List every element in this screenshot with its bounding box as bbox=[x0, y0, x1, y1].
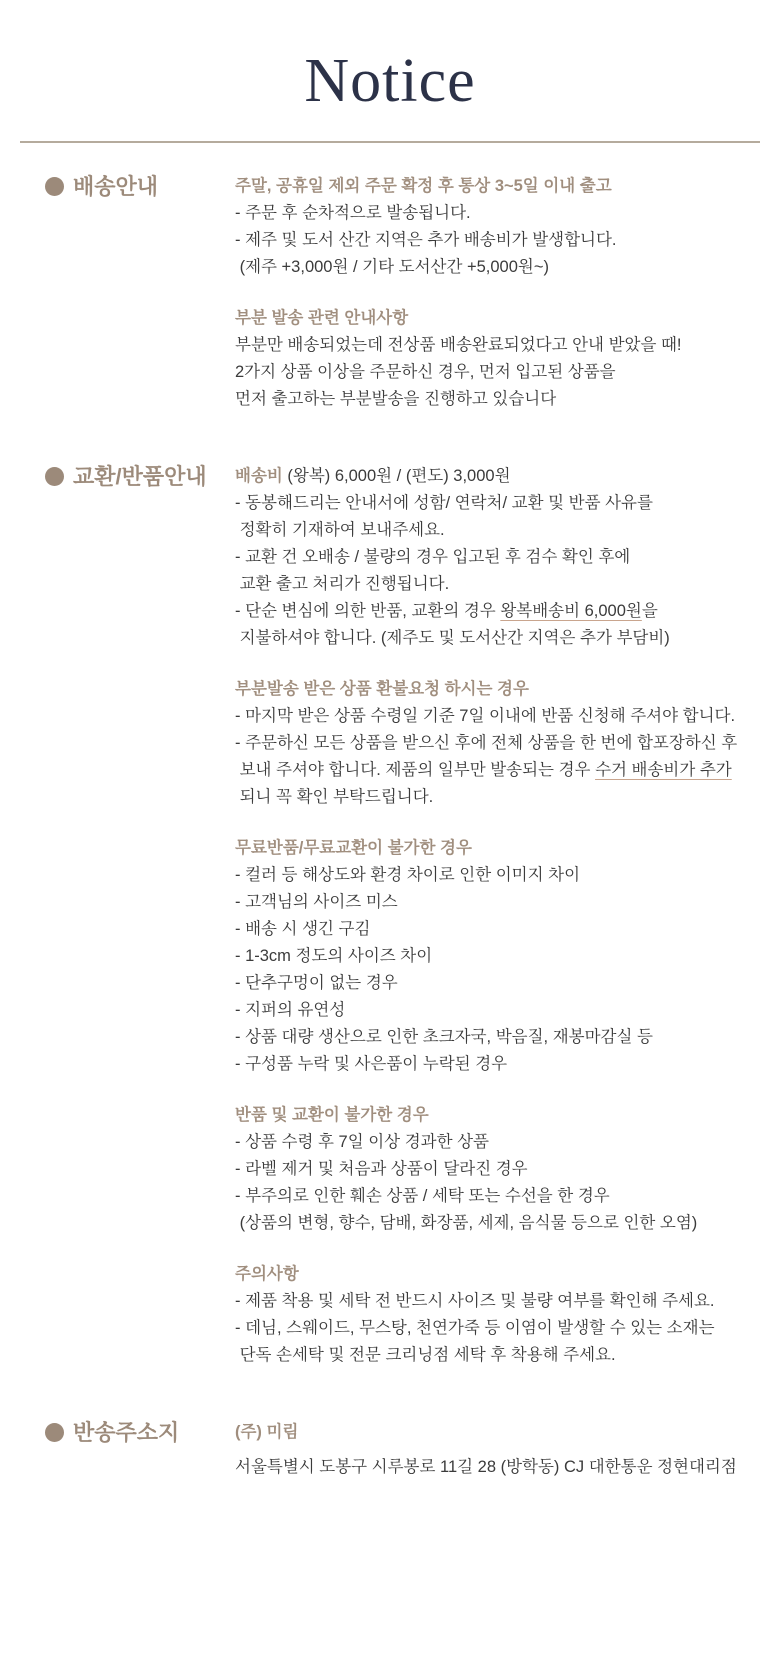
text-line: - 상품 대량 생산으로 인한 초크자국, 박음질, 재봉마감실 등 bbox=[235, 1028, 653, 1047]
free-return-heading: 무료반품/무료교환이 불가한 경우 bbox=[235, 839, 472, 858]
fee-label: 배송비 bbox=[235, 467, 283, 486]
no-return-heading: 반품 및 교환이 불가한 경우 bbox=[235, 1106, 429, 1125]
free-return-block bbox=[235, 835, 760, 1078]
partial-refund-heading: 부분발송 받은 상품 환불요청 하시는 경우 bbox=[235, 680, 529, 699]
text-line: - 동봉해드리는 안내서에 성함/ 연락처/ 교환 및 반품 사유를 bbox=[235, 494, 653, 513]
text-line: - 제주 및 도서 산간 지역은 추가 배송비가 발생합니다. bbox=[235, 231, 617, 250]
text-line: - 단추구멍이 없는 경우 bbox=[235, 974, 398, 993]
text-line: - 부주의로 인한 훼손 상품 / 세탁 또는 수선을 한 경우 bbox=[235, 1187, 610, 1206]
section-return-address-label bbox=[45, 1419, 235, 1446]
bullet-icon bbox=[45, 1423, 64, 1442]
refund-underlined: 왕복배송비 6,000원 bbox=[500, 602, 642, 621]
section-label-text: 배송안내 bbox=[73, 174, 159, 200]
section-return-address bbox=[45, 1419, 760, 1481]
page-title: Notice bbox=[304, 47, 476, 115]
text-line: (제주 +3,000원 / 기타 도서산간 +5,000원~) bbox=[235, 258, 549, 277]
text-line: (상품의 변형, 향수, 담배, 화장품, 세제, 음식물 등으로 인한 오염) bbox=[235, 1214, 698, 1233]
section-return-address-body bbox=[235, 1419, 760, 1481]
pickup-pre: 보내 주셔야 합니다. 제품의 일부만 발송되는 경우 bbox=[235, 761, 596, 780]
text-line: - 고객님의 사이즈 미스 bbox=[235, 893, 398, 912]
partial-refund-block bbox=[235, 676, 760, 811]
text-line: 먼저 출고하는 부분발송을 진행하고 있습니다 bbox=[235, 390, 557, 409]
text-line: - 라벨 제거 및 처음과 상품이 달라진 경우 bbox=[235, 1160, 528, 1179]
shipping-lead: 주말, 공휴일 제외 주문 확정 후 통상 3~5일 이내 출고 bbox=[235, 177, 612, 196]
text-line: - 지퍼의 유연성 bbox=[235, 1001, 346, 1020]
text-line: - 주문 후 순차적으로 발송됩니다. bbox=[235, 204, 471, 223]
text-line: - 주문하신 모든 상품을 받으신 후에 전체 상품을 한 번에 합포장하신 후 bbox=[235, 734, 738, 753]
partial-shipping-heading: 부분 발송 관련 안내사항 bbox=[235, 309, 409, 328]
text-line: - 마지막 받은 상품 수령일 기준 7일 이내에 반품 신청해 주셔야 합니다. bbox=[235, 707, 736, 726]
caution-lines bbox=[235, 1288, 760, 1369]
section-exchange-label bbox=[45, 463, 235, 490]
fee-line bbox=[235, 463, 760, 490]
return-address: 서울특별시 도봉구 시루봉로 11길 28 (방학동) CJ 대한통운 정현대리점 bbox=[235, 1458, 737, 1477]
no-return-lines bbox=[235, 1129, 760, 1237]
shipping-lead-block bbox=[235, 173, 760, 281]
section-shipping bbox=[45, 173, 760, 413]
text-line: - 1-3cm 정도의 사이즈 차이 bbox=[235, 947, 433, 966]
text-line: - 상품 수령 후 7일 이상 경과한 상품 bbox=[235, 1133, 489, 1152]
section-shipping-label bbox=[45, 173, 235, 200]
partial-shipping-lines bbox=[235, 332, 760, 413]
pickup-tail-line: 되니 꼭 확인 부탁드립니다. bbox=[235, 788, 434, 807]
refund-fee-line bbox=[235, 598, 760, 625]
text-line: - 교환 건 오배송 / 불량의 경우 입고된 후 검수 확인 후에 bbox=[235, 548, 631, 567]
bullet-icon bbox=[45, 467, 64, 486]
shipping-partial-block bbox=[235, 305, 760, 413]
caution-block bbox=[235, 1261, 760, 1369]
notice-content bbox=[0, 143, 780, 1481]
text-line: 단독 손세탁 및 전문 크리닝점 세탁 후 착용해 주세요. bbox=[235, 1346, 616, 1365]
no-return-block bbox=[235, 1102, 760, 1237]
refund-post: 을 bbox=[641, 602, 658, 621]
pickup-underlined: 수거 배송비가 추가 bbox=[595, 761, 732, 780]
fee-lines bbox=[235, 490, 760, 598]
refund-pre: - 단순 변심에 의한 반품, 교환의 경우 bbox=[235, 602, 501, 621]
free-return-lines bbox=[235, 862, 760, 1078]
text-line: - 데님, 스웨이드, 무스탕, 천연가죽 등 이염이 발생할 수 있는 소재는 bbox=[235, 1319, 715, 1338]
text-line: 정확히 기재하여 보내주세요. bbox=[235, 521, 445, 540]
section-shipping-body bbox=[235, 173, 760, 413]
return-company: (주) 미림 bbox=[235, 1423, 299, 1442]
section-label-text: 교환/반품안내 bbox=[73, 464, 207, 490]
refund-tail-line: 지불하셔야 합니다. (제주도 및 도서산간 지역은 추가 부담비) bbox=[235, 629, 670, 648]
section-exchange-body bbox=[235, 463, 760, 1369]
text-line: - 제품 착용 및 세탁 전 반드시 사이즈 및 불량 여부를 확인해 주세요. bbox=[235, 1292, 715, 1311]
partial-refund-lines bbox=[235, 703, 760, 757]
fee-value: (왕복) 6,000원 / (편도) 3,000원 bbox=[282, 467, 511, 486]
section-label-text: 반송주소지 bbox=[73, 1420, 180, 1446]
caution-heading: 주의사항 bbox=[235, 1265, 299, 1284]
text-line: - 배송 시 생긴 구김 bbox=[235, 920, 371, 939]
bullet-icon bbox=[45, 177, 64, 196]
text-line: - 구성품 누락 및 사은품이 누락된 경우 bbox=[235, 1055, 508, 1074]
text-line: - 컬러 등 해상도와 환경 차이로 인한 이미지 차이 bbox=[235, 866, 581, 885]
section-exchange bbox=[45, 463, 760, 1369]
shipping-lines bbox=[235, 200, 760, 281]
text-line: 2가지 상품 이상을 주문하신 경우, 먼저 입고된 상품을 bbox=[235, 363, 616, 382]
text-line: 부분만 배송되었는데 전상품 배송완료되었다고 안내 받았을 때! bbox=[235, 336, 682, 355]
exchange-fee-block bbox=[235, 463, 760, 652]
pickup-fee-line bbox=[235, 757, 760, 784]
text-line: 교환 출고 처리가 진행됩니다. bbox=[235, 575, 450, 594]
